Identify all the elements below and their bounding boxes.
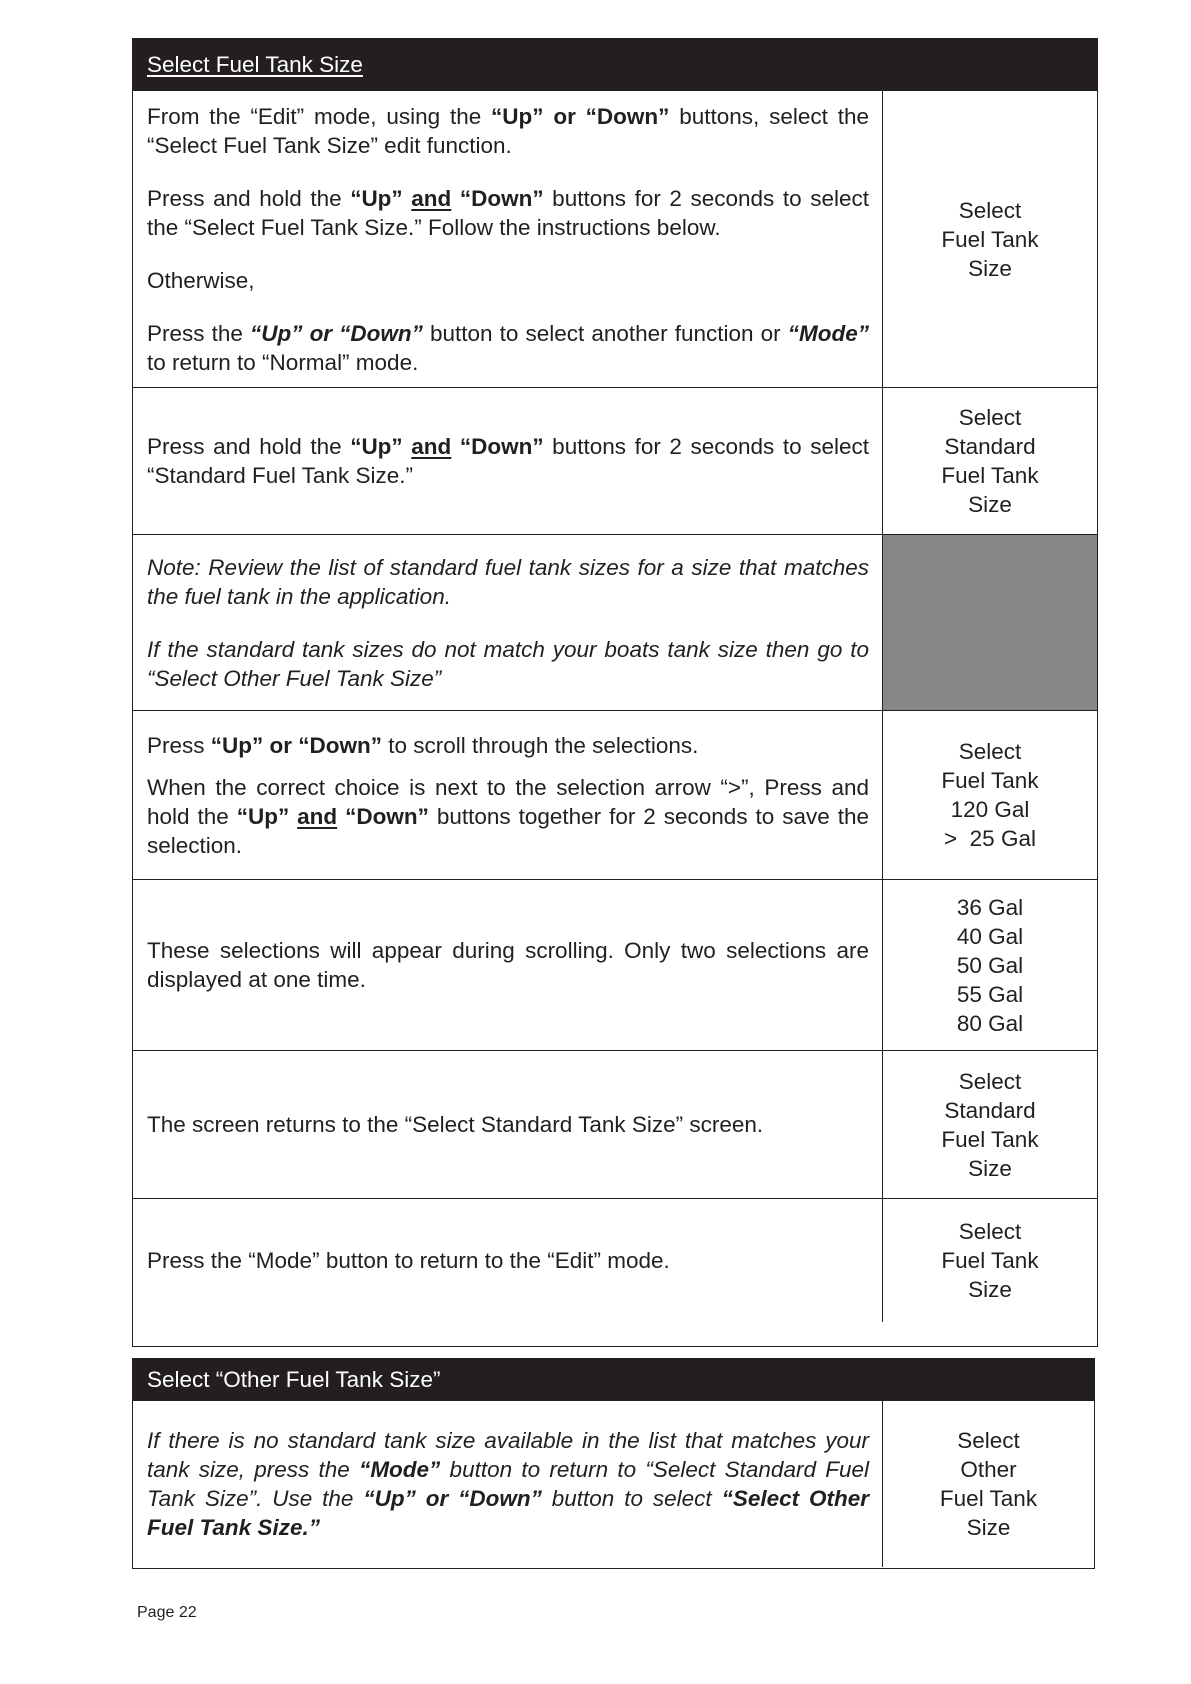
other-fuel-tank-size-table [132, 1358, 1095, 1569]
instruction-paragraph: Press the “Mode” button to return to the “Edit” mode. [147, 1248, 670, 1273]
note-paragraph: Note: Review the list of standard fuel tank sizes for a size that matches the fuel tank in the application. [147, 554, 869, 609]
gray-placeholder-cell [882, 535, 1097, 710]
row-text [133, 388, 882, 534]
section-header [133, 39, 1097, 91]
table-row [133, 91, 1097, 387]
instruction-paragraph: The screen returns to the “Select Standard Tank Size” screen. [147, 1112, 764, 1137]
section-title: Select Fuel Tank Size [147, 52, 363, 77]
section-title: Select “Other Fuel Tank Size” [147, 1367, 441, 1392]
display-label: Select Fuel Tank Size [882, 1199, 1097, 1322]
instruction-paragraph: If there is no standard tank size available in the list that matches your tank size, press the “Mode” button to return to “Select Standard Fuel Tank Size”. Use the “Up” or “Down” button to select “Select Other Fuel Tank Size.” [147, 1428, 870, 1540]
display-label: Select Other Fuel Tank Size [882, 1401, 1094, 1567]
row-text [133, 1051, 882, 1198]
instruction-paragraph: Press the “Up” or “Down” button to select another function or “Mode” to return to “Normal” mode. [147, 320, 870, 375]
instruction-paragraph: From the “Edit” mode, using the “Up” or “Down” buttons, select the “Select Fuel Tank Size” edit function. [147, 103, 869, 158]
display-label: 36 Gal 40 Gal 50 Gal 55 Gal 80 Gal [882, 880, 1097, 1050]
row-text [133, 91, 882, 387]
row-text [133, 880, 882, 1050]
display-label: Select Standard Fuel Tank Size [882, 388, 1097, 534]
page-number: Page 22 [137, 1604, 197, 1621]
table-row [133, 879, 1097, 1050]
note-text [133, 535, 882, 710]
table-row [133, 1050, 1097, 1198]
instruction-paragraph: When the correct choice is next to the selection arrow “>”, Press and hold the “Up” and “Down” buttons together for 2 seconds to save the selection. [147, 774, 869, 858]
instruction-paragraph: Press and hold the “Up” and “Down” buttons for 2 seconds to select the “Select Fuel Tank Size.” Follow the instructions below. [147, 185, 869, 240]
fuel-tank-size-table [132, 38, 1098, 1347]
table-row [133, 387, 1097, 534]
display-label: Select Fuel Tank 120 Gal > 25 Gal [882, 711, 1097, 879]
table-row [133, 1401, 1094, 1567]
row-text [133, 711, 882, 879]
table-row-note [133, 534, 1097, 710]
note-paragraph: If the standard tank sizes do not match your boats tank size then go to “Select Other Fuel Tank Size” [147, 636, 869, 691]
row-text [133, 1199, 882, 1322]
table-row [133, 1198, 1097, 1322]
table-row [133, 710, 1097, 879]
section-header [133, 1359, 1094, 1401]
instruction-paragraph: Otherwise, [147, 267, 255, 293]
instruction-paragraph: These selections will appear during scrolling. Only two selections are displayed at one time. [147, 938, 869, 992]
instruction-paragraph: Press “Up” or “Down” to scroll through the selections. [147, 732, 699, 758]
row-text [133, 1401, 882, 1567]
instruction-paragraph: Press and hold the “Up” and “Down” buttons for 2 seconds to select “Standard Fuel Tank Size.” [147, 434, 869, 488]
display-label: Select Fuel Tank Size [882, 91, 1097, 387]
display-label: Select Standard Fuel Tank Size [882, 1051, 1097, 1198]
